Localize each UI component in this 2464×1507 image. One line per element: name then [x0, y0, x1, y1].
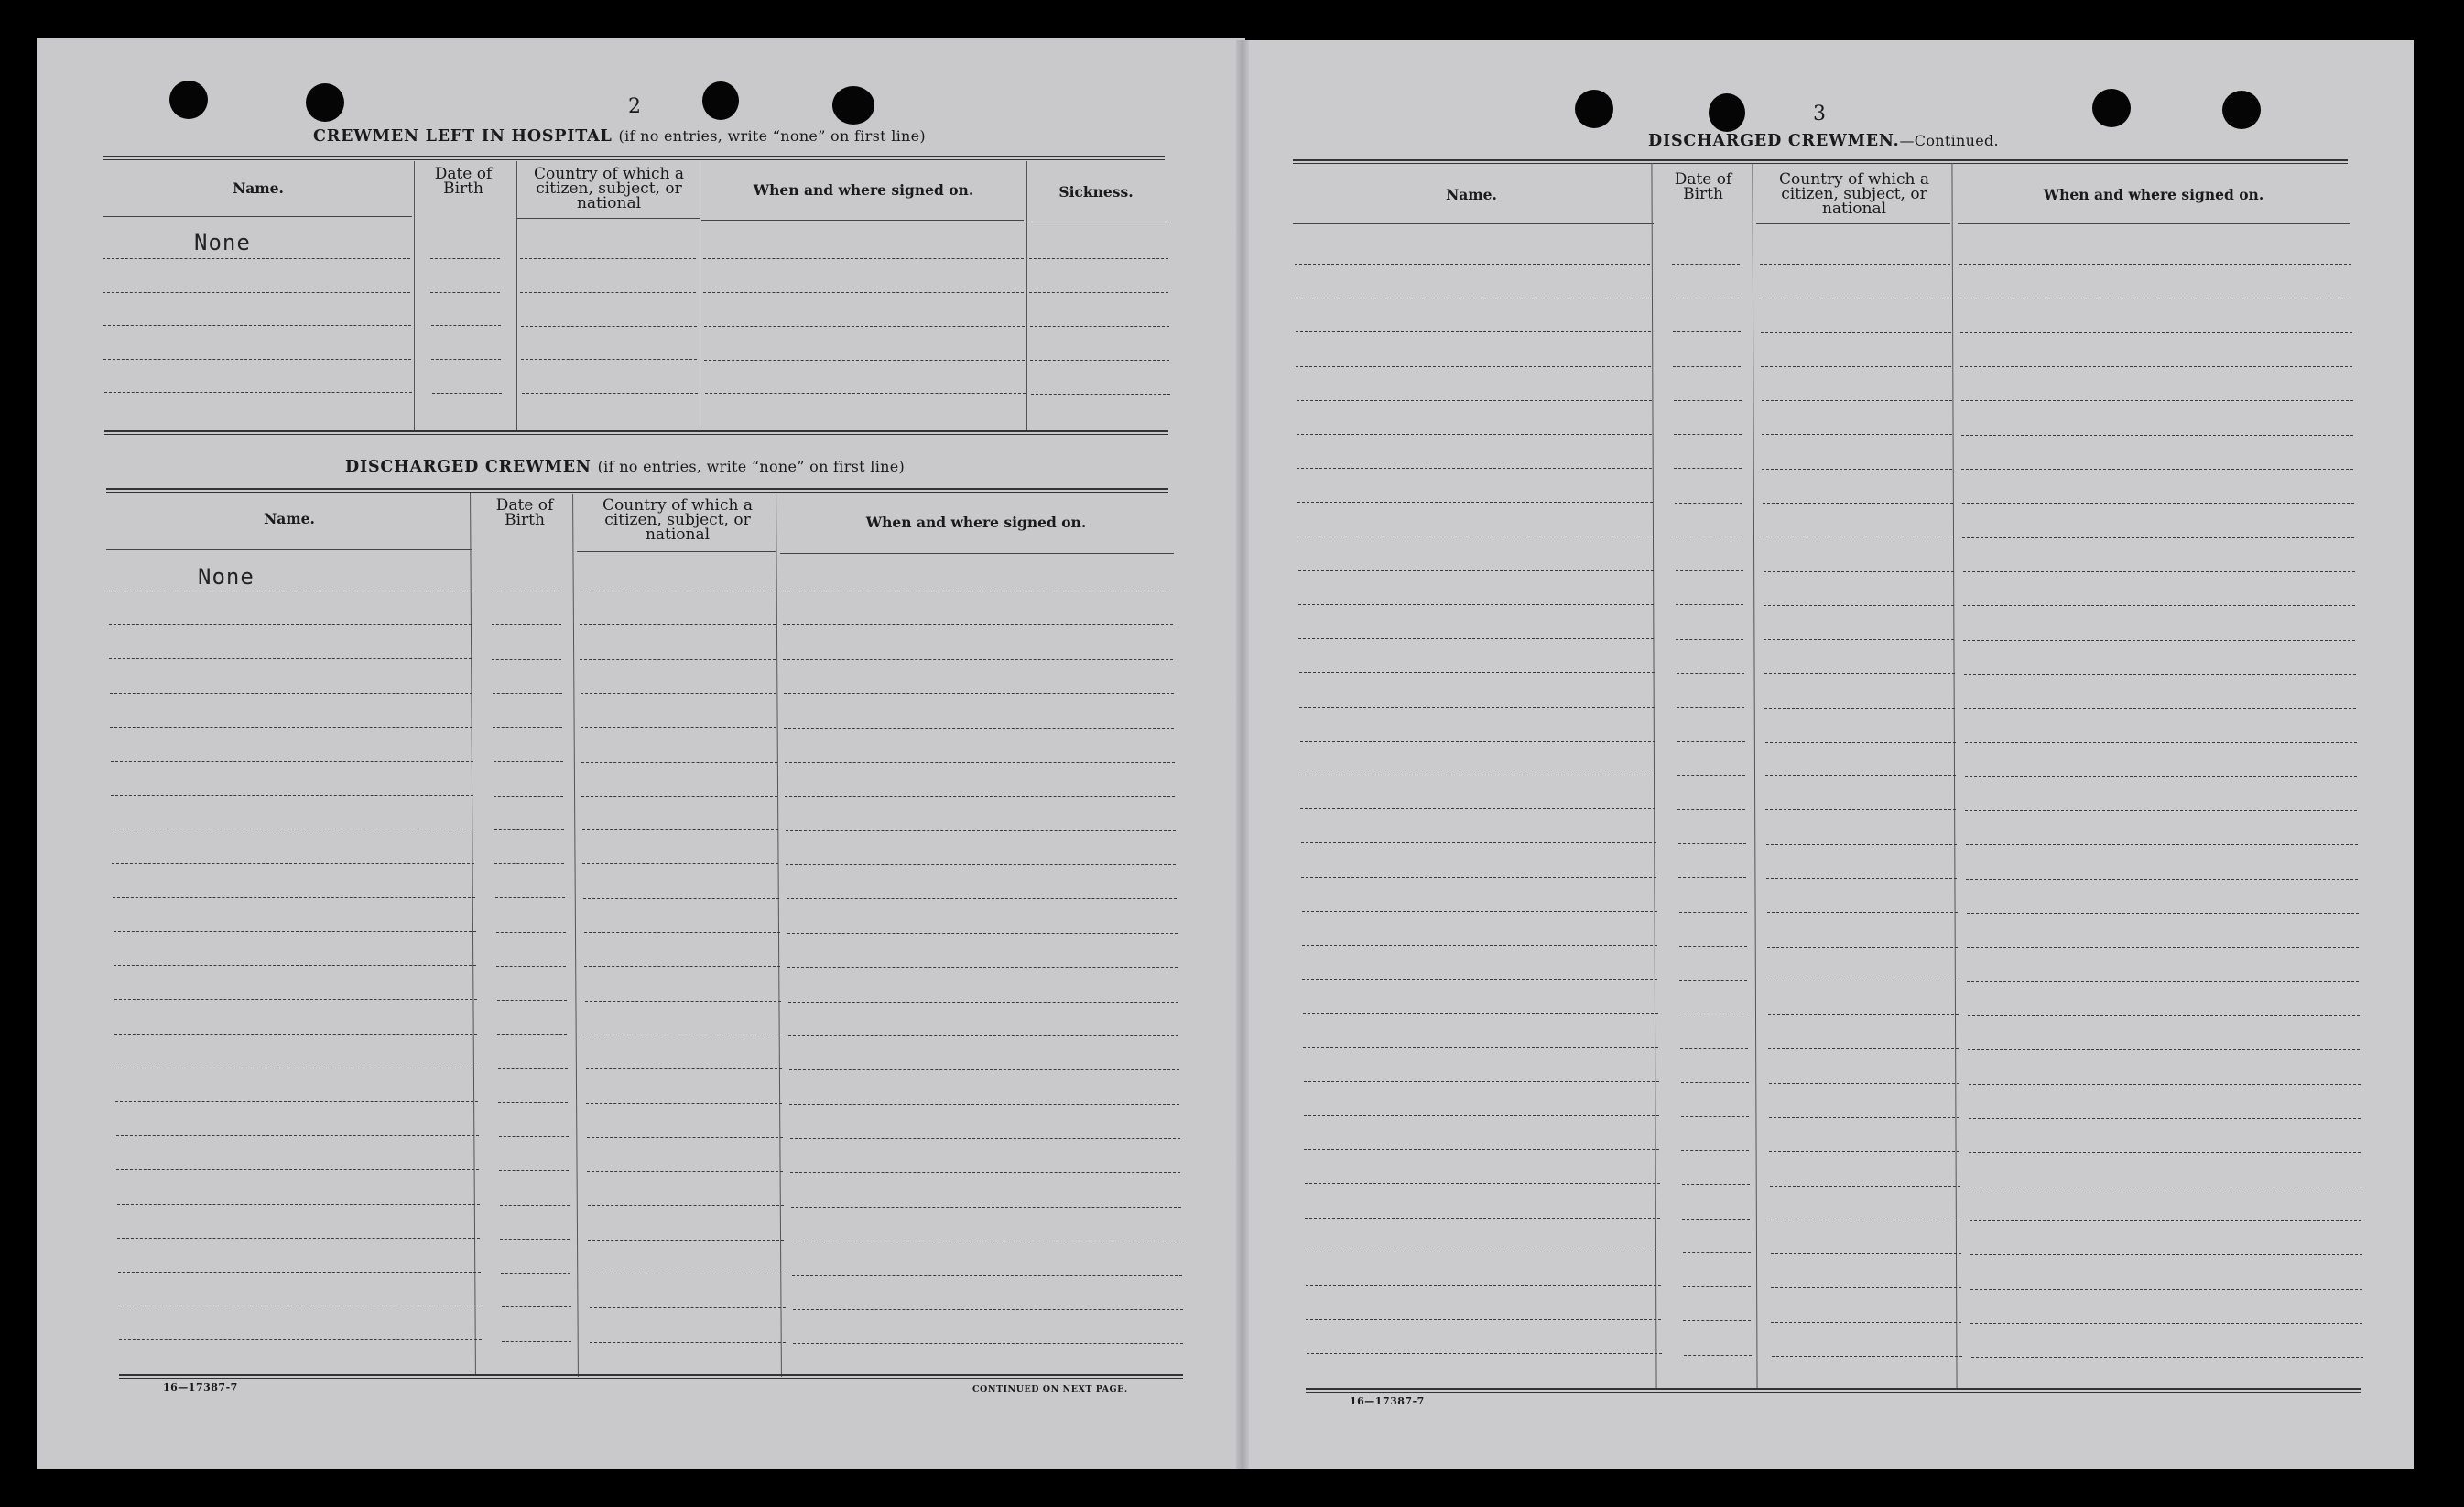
ruled-line: [1682, 1184, 1750, 1185]
ruled-line: [1300, 741, 1655, 742]
ruled-line: [1969, 1084, 2361, 1085]
ruled-line: [1964, 708, 2356, 709]
ruled-line: [1771, 1322, 1961, 1323]
ruled-line: [784, 693, 1174, 694]
ruled-line: [1766, 878, 1957, 879]
ruled-line: [1764, 673, 1955, 674]
ruled-line: [1968, 1015, 2360, 1016]
ruled-line: [1298, 570, 1654, 571]
ruled-line: [1768, 1048, 1959, 1049]
col-header-country: Country of which a citizen, subject, or national: [602, 496, 753, 544]
ruled-line: [1965, 810, 2357, 811]
ruled-line: [1031, 394, 1170, 395]
punch-hole: [306, 83, 344, 122]
ruled-line: [581, 727, 776, 728]
form-number: 16—17387-7: [1350, 1395, 1425, 1407]
punch-hole: [702, 81, 739, 120]
rule: [1293, 223, 1654, 224]
ruled-line: [1677, 775, 1745, 776]
ruled-line: [783, 624, 1173, 625]
ruled-line: [590, 1342, 786, 1343]
punch-hole: [2092, 89, 2131, 127]
ruled-line: [431, 325, 501, 326]
ruled-line: [582, 863, 778, 864]
ruled-line: [1674, 434, 1742, 435]
ruled-line: [496, 966, 566, 967]
ruled-line: [789, 1069, 1179, 1070]
ruled-line: [1683, 1252, 1751, 1253]
col-header-signed-on: When and where signed on.: [865, 514, 1087, 531]
ruled-line: [1676, 604, 1743, 605]
ruled-line: [1761, 366, 1951, 367]
ruled-line: [792, 1275, 1182, 1276]
ruled-line: [1963, 640, 2355, 641]
ruled-line: [1767, 947, 1958, 948]
ruled-line: [1673, 331, 1741, 332]
ruled-line: [793, 1309, 1183, 1310]
ruled-line: [1963, 571, 2355, 572]
ruled-line: [114, 965, 476, 966]
ruled-line: [704, 360, 1025, 361]
col-header-country: Country of which a citizen, subject, or national: [534, 165, 684, 212]
ruled-line: [784, 728, 1174, 729]
ruled-line: [588, 1240, 784, 1241]
ruled-line: [787, 967, 1178, 968]
ruled-line: [1296, 366, 1651, 367]
ruled-line: [104, 392, 412, 393]
ruled-line: [1304, 1115, 1659, 1116]
ruled-line: [788, 1002, 1178, 1003]
ruled-line: [494, 863, 564, 864]
ruled-line: [118, 1272, 481, 1273]
ruled-line: [1761, 332, 1951, 333]
ruled-line: [585, 1001, 781, 1002]
ruled-line: [581, 762, 777, 763]
ruled-line: [587, 1137, 783, 1138]
form-number: 16—17387-7: [163, 1382, 238, 1393]
ruled-line: [1680, 1048, 1748, 1049]
ruled-line: [1307, 1353, 1662, 1354]
rule: [1756, 223, 1950, 224]
ruled-line: [1676, 639, 1743, 640]
ruled-line: [103, 258, 410, 259]
rule: [516, 161, 517, 430]
hospital-section-title: [313, 127, 926, 146]
ruled-line: [520, 258, 696, 259]
punch-hole: [169, 81, 208, 119]
ruled-line: [1970, 1254, 2362, 1255]
ruled-line: [581, 796, 777, 797]
ruled-line: [1679, 912, 1747, 913]
ruled-line: [1295, 264, 1650, 265]
col-header-sickness: Sickness.: [1058, 183, 1134, 201]
rule: [103, 216, 412, 217]
ruled-line: [492, 659, 561, 660]
ruled-line: [783, 659, 1173, 660]
ruled-line: [111, 795, 473, 796]
ruled-line: [103, 359, 411, 360]
ruled-line: [1305, 1183, 1660, 1184]
right-title: DISCHARGED CREWMEN.: [1648, 132, 1900, 150]
rule: [103, 156, 1165, 160]
ruled-line: [1762, 434, 1952, 435]
ruled-line: [704, 326, 1025, 327]
rule: [780, 553, 1174, 554]
ruled-line: [1029, 292, 1168, 293]
ruled-line: [588, 1205, 784, 1206]
ruled-line: [1675, 503, 1742, 504]
rule: [414, 161, 415, 430]
right-section-title: [1648, 132, 1999, 150]
ruled-line: [1678, 877, 1746, 878]
ruled-line: [109, 624, 472, 625]
ruled-line: [1970, 1289, 2362, 1290]
ruled-line: [492, 624, 561, 625]
ruled-line: [1679, 980, 1747, 981]
ruled-line: [1765, 809, 1956, 810]
punch-hole: [1709, 93, 1745, 132]
hospital-entry: None: [194, 230, 251, 255]
ruled-line: [787, 898, 1177, 899]
ruled-line: [1764, 639, 1954, 640]
ruled-line: [786, 864, 1176, 865]
ruled-line: [521, 326, 697, 327]
ruled-line: [1306, 1319, 1661, 1320]
ruled-line: [494, 796, 563, 797]
col-header-dob: Date of Birth: [495, 496, 554, 529]
col-header-name: Name.: [233, 179, 284, 197]
ruled-line: [1306, 1285, 1661, 1286]
ruled-line: [584, 932, 780, 933]
discharged-section-title: [345, 458, 905, 476]
ruled-line: [1964, 674, 2356, 675]
ruled-line: [430, 258, 500, 259]
ruled-line: [110, 727, 472, 728]
ruled-line: [1030, 360, 1169, 361]
ruled-line: [790, 1172, 1180, 1173]
ruled-line: [1967, 913, 2359, 914]
ruled-line: [1301, 842, 1656, 843]
ruled-line: [786, 830, 1176, 831]
ruled-line: [1298, 604, 1654, 605]
ruled-line: [1769, 1117, 1959, 1118]
page-gutter: [1236, 40, 1249, 1469]
ruled-line: [500, 1205, 570, 1206]
ruled-line: [1303, 1047, 1658, 1048]
rule: [106, 549, 472, 550]
hospital-instruction: (if no entries, write “none” on first line): [618, 127, 926, 145]
ruled-line: [502, 1306, 571, 1307]
hospital-title: CREWMEN LEFT IN HOSPITAL: [313, 127, 613, 146]
ruled-line: [500, 1239, 570, 1240]
ruled-line: [1297, 468, 1652, 469]
ruled-line: [103, 292, 410, 293]
ruled-line: [1764, 605, 1954, 606]
ruled-line: [1765, 742, 1956, 743]
ruled-line: [1304, 1081, 1659, 1082]
ruled-line: [1961, 435, 2353, 436]
ruled-line: [1764, 571, 1954, 572]
ruled-line: [1298, 638, 1654, 639]
ruled-line: [1960, 366, 2352, 367]
page-number: 3: [1813, 103, 1826, 125]
ruled-line: [1302, 945, 1657, 946]
ruled-line: [1673, 366, 1741, 367]
ruled-line: [789, 1104, 1179, 1105]
col-header-name: Name.: [1446, 186, 1497, 203]
ruled-line: [1681, 1150, 1749, 1151]
continued-note: CONTINUED ON NEXT PAGE.: [972, 1384, 1128, 1394]
ruled-line: [587, 1171, 783, 1172]
punch-hole: [832, 86, 874, 125]
ruled-line: [1760, 264, 1950, 265]
col-header-signed-on: When and where signed on.: [753, 181, 974, 199]
ruled-line: [586, 1103, 782, 1104]
ruled-line: [582, 829, 778, 830]
ruled-line: [111, 761, 473, 762]
rule: [119, 1374, 1183, 1379]
discharged-instruction: (if no entries, write “none” on first line): [597, 458, 906, 475]
rule: [1026, 161, 1027, 430]
ruled-line: [497, 1034, 567, 1035]
ruled-line: [1771, 1253, 1961, 1254]
ruled-line: [1300, 808, 1655, 809]
ruled-line: [791, 1207, 1181, 1208]
ruled-line: [117, 1238, 480, 1239]
ruled-line: [1770, 1186, 1960, 1187]
rule: [104, 430, 1168, 435]
ruled-line: [1030, 326, 1169, 327]
rule: [701, 220, 1024, 221]
ruled-line: [1966, 844, 2358, 845]
ruled-line: [1296, 331, 1651, 332]
ruled-line: [499, 1170, 569, 1171]
ruled-line: [1961, 469, 2353, 470]
ruled-line: [1769, 1083, 1959, 1084]
ruled-line: [1762, 469, 1952, 470]
col-header-name: Name.: [264, 510, 315, 527]
ruled-line: [1763, 503, 1953, 504]
ruled-line: [1962, 537, 2354, 538]
ruled-line: [1959, 264, 2351, 265]
ruled-line: [430, 292, 500, 293]
page-number: 2: [628, 95, 641, 118]
ruled-line: [1677, 673, 1744, 674]
ruled-line: [785, 762, 1175, 763]
ruled-line: [1677, 707, 1744, 708]
ruled-line: [703, 292, 1024, 293]
discharged-entry: None: [198, 564, 255, 590]
ruled-line: [1970, 1323, 2362, 1324]
ruled-line: [1961, 400, 2353, 401]
ruled-line: [115, 1101, 478, 1102]
ruled-line: [494, 761, 563, 762]
ruled-line: [1679, 946, 1747, 947]
ruled-line: [1677, 809, 1745, 810]
ruled-line: [1299, 707, 1655, 708]
ruled-line: [1676, 570, 1743, 571]
discharged-title: DISCHARGED CREWMEN: [345, 458, 592, 476]
ruled-line: [586, 1068, 782, 1069]
col-header-signed-on: When and where signed on.: [2043, 186, 2264, 203]
rule: [1293, 159, 2348, 164]
ruled-line: [1297, 434, 1652, 435]
ruled-line: [1684, 1355, 1752, 1356]
ruled-line: [1969, 1118, 2361, 1119]
ruled-line: [520, 292, 696, 293]
ruled-line: [112, 863, 474, 864]
ruled-line: [1678, 843, 1746, 844]
ruled-line: [494, 829, 564, 830]
ruled-line: [787, 933, 1178, 934]
ruled-line: [495, 897, 565, 898]
ruled-line: [790, 1138, 1180, 1139]
ruled-line: [580, 659, 776, 660]
ruled-line: [1967, 981, 2359, 982]
punch-hole: [2222, 91, 2261, 129]
ruled-line: [1681, 1116, 1749, 1117]
ruled-line: [498, 1068, 568, 1069]
ruled-line: [581, 693, 776, 694]
ruled-line: [1305, 1218, 1660, 1219]
col-header-dob: Date of Birth: [434, 165, 493, 198]
ruled-line: [522, 393, 698, 394]
ruled-line: [499, 1136, 569, 1137]
ruled-line: [590, 1307, 786, 1308]
col-header-dob: Date of Birth: [1674, 170, 1732, 203]
ruled-line: [584, 966, 780, 967]
ruled-line: [1297, 502, 1653, 503]
ruled-line: [1683, 1286, 1751, 1287]
ruled-line: [497, 1000, 567, 1001]
ruled-line: [1683, 1320, 1751, 1321]
ruled-line: [583, 898, 779, 899]
ruled-line: [1962, 503, 2354, 504]
ruled-line: [1768, 1014, 1959, 1015]
ruled-line: [117, 1204, 480, 1205]
ruled-line: [1772, 1356, 1962, 1357]
ruled-line: [705, 393, 1026, 394]
ruled-line: [1681, 1082, 1749, 1083]
ruled-line: [1302, 979, 1657, 980]
ruled-line: [1674, 400, 1742, 401]
ruled-line: [1303, 1013, 1658, 1014]
ruled-line: [113, 897, 475, 898]
ruled-line: [1771, 1287, 1961, 1288]
ruled-line: [1970, 1220, 2361, 1221]
ruled-line: [1960, 332, 2352, 333]
ruled-line: [1765, 775, 1956, 776]
ruled-line: [1682, 1219, 1750, 1220]
ruled-line: [431, 359, 501, 360]
ruled-line: [496, 932, 566, 933]
ruled-line: [493, 693, 562, 694]
ruled-line: [703, 258, 1024, 259]
ruled-line: [1029, 258, 1168, 259]
ruled-line: [1766, 844, 1957, 845]
ruled-line: [498, 1102, 568, 1103]
ruled-line: [1769, 1151, 1959, 1152]
ruled-line: [1968, 1049, 2360, 1050]
ruled-line: [114, 931, 476, 932]
ruled-line: [502, 1341, 571, 1342]
ruled-line: [119, 1339, 482, 1340]
ruled-line: [1966, 879, 2358, 880]
ruled-line: [501, 1273, 570, 1274]
ruled-line: [793, 1343, 1183, 1344]
ruled-line: [1762, 400, 1952, 401]
rule: [106, 488, 1168, 493]
ruled-line: [1304, 1149, 1659, 1150]
ruled-line: [493, 727, 562, 728]
col-header-country: Country of which a citizen, subject, or national: [1779, 170, 1929, 218]
punch-hole: [1575, 90, 1613, 128]
ruled-line: [1672, 264, 1740, 265]
ruled-line: [109, 658, 472, 659]
ruled-line: [114, 999, 477, 1000]
ruled-line: [110, 693, 472, 694]
ruled-line: [1674, 468, 1742, 469]
ruled-line: [1677, 741, 1745, 742]
ruled-line: [580, 624, 776, 625]
ruled-line: [788, 1035, 1178, 1036]
ruled-line: [1965, 742, 2357, 743]
ruled-line: [785, 796, 1175, 797]
ruled-line: [521, 359, 697, 360]
ruled-line: [1969, 1152, 2361, 1153]
ruled-line: [1301, 877, 1656, 878]
rule: [577, 551, 776, 552]
ruled-line: [1967, 947, 2359, 948]
ruled-line: [1965, 776, 2357, 777]
ruled-line: [1963, 605, 2355, 606]
ruled-line: [116, 1135, 479, 1136]
ruled-line: [114, 1034, 477, 1035]
ruled-line: [103, 325, 411, 326]
ruled-line: [1302, 911, 1657, 912]
rule: [1958, 223, 2350, 224]
ruled-line: [1764, 708, 1955, 709]
ruled-line: [1971, 1357, 2363, 1358]
ruled-line: [1297, 400, 1652, 401]
ruled-line: [1767, 912, 1958, 913]
rule: [1306, 1388, 2361, 1393]
ruled-line: [1299, 672, 1655, 673]
ruled-line: [432, 393, 502, 394]
rule: [516, 218, 700, 219]
right-title-suffix: —Continued.: [1899, 132, 1999, 149]
ruled-line: [116, 1169, 479, 1170]
